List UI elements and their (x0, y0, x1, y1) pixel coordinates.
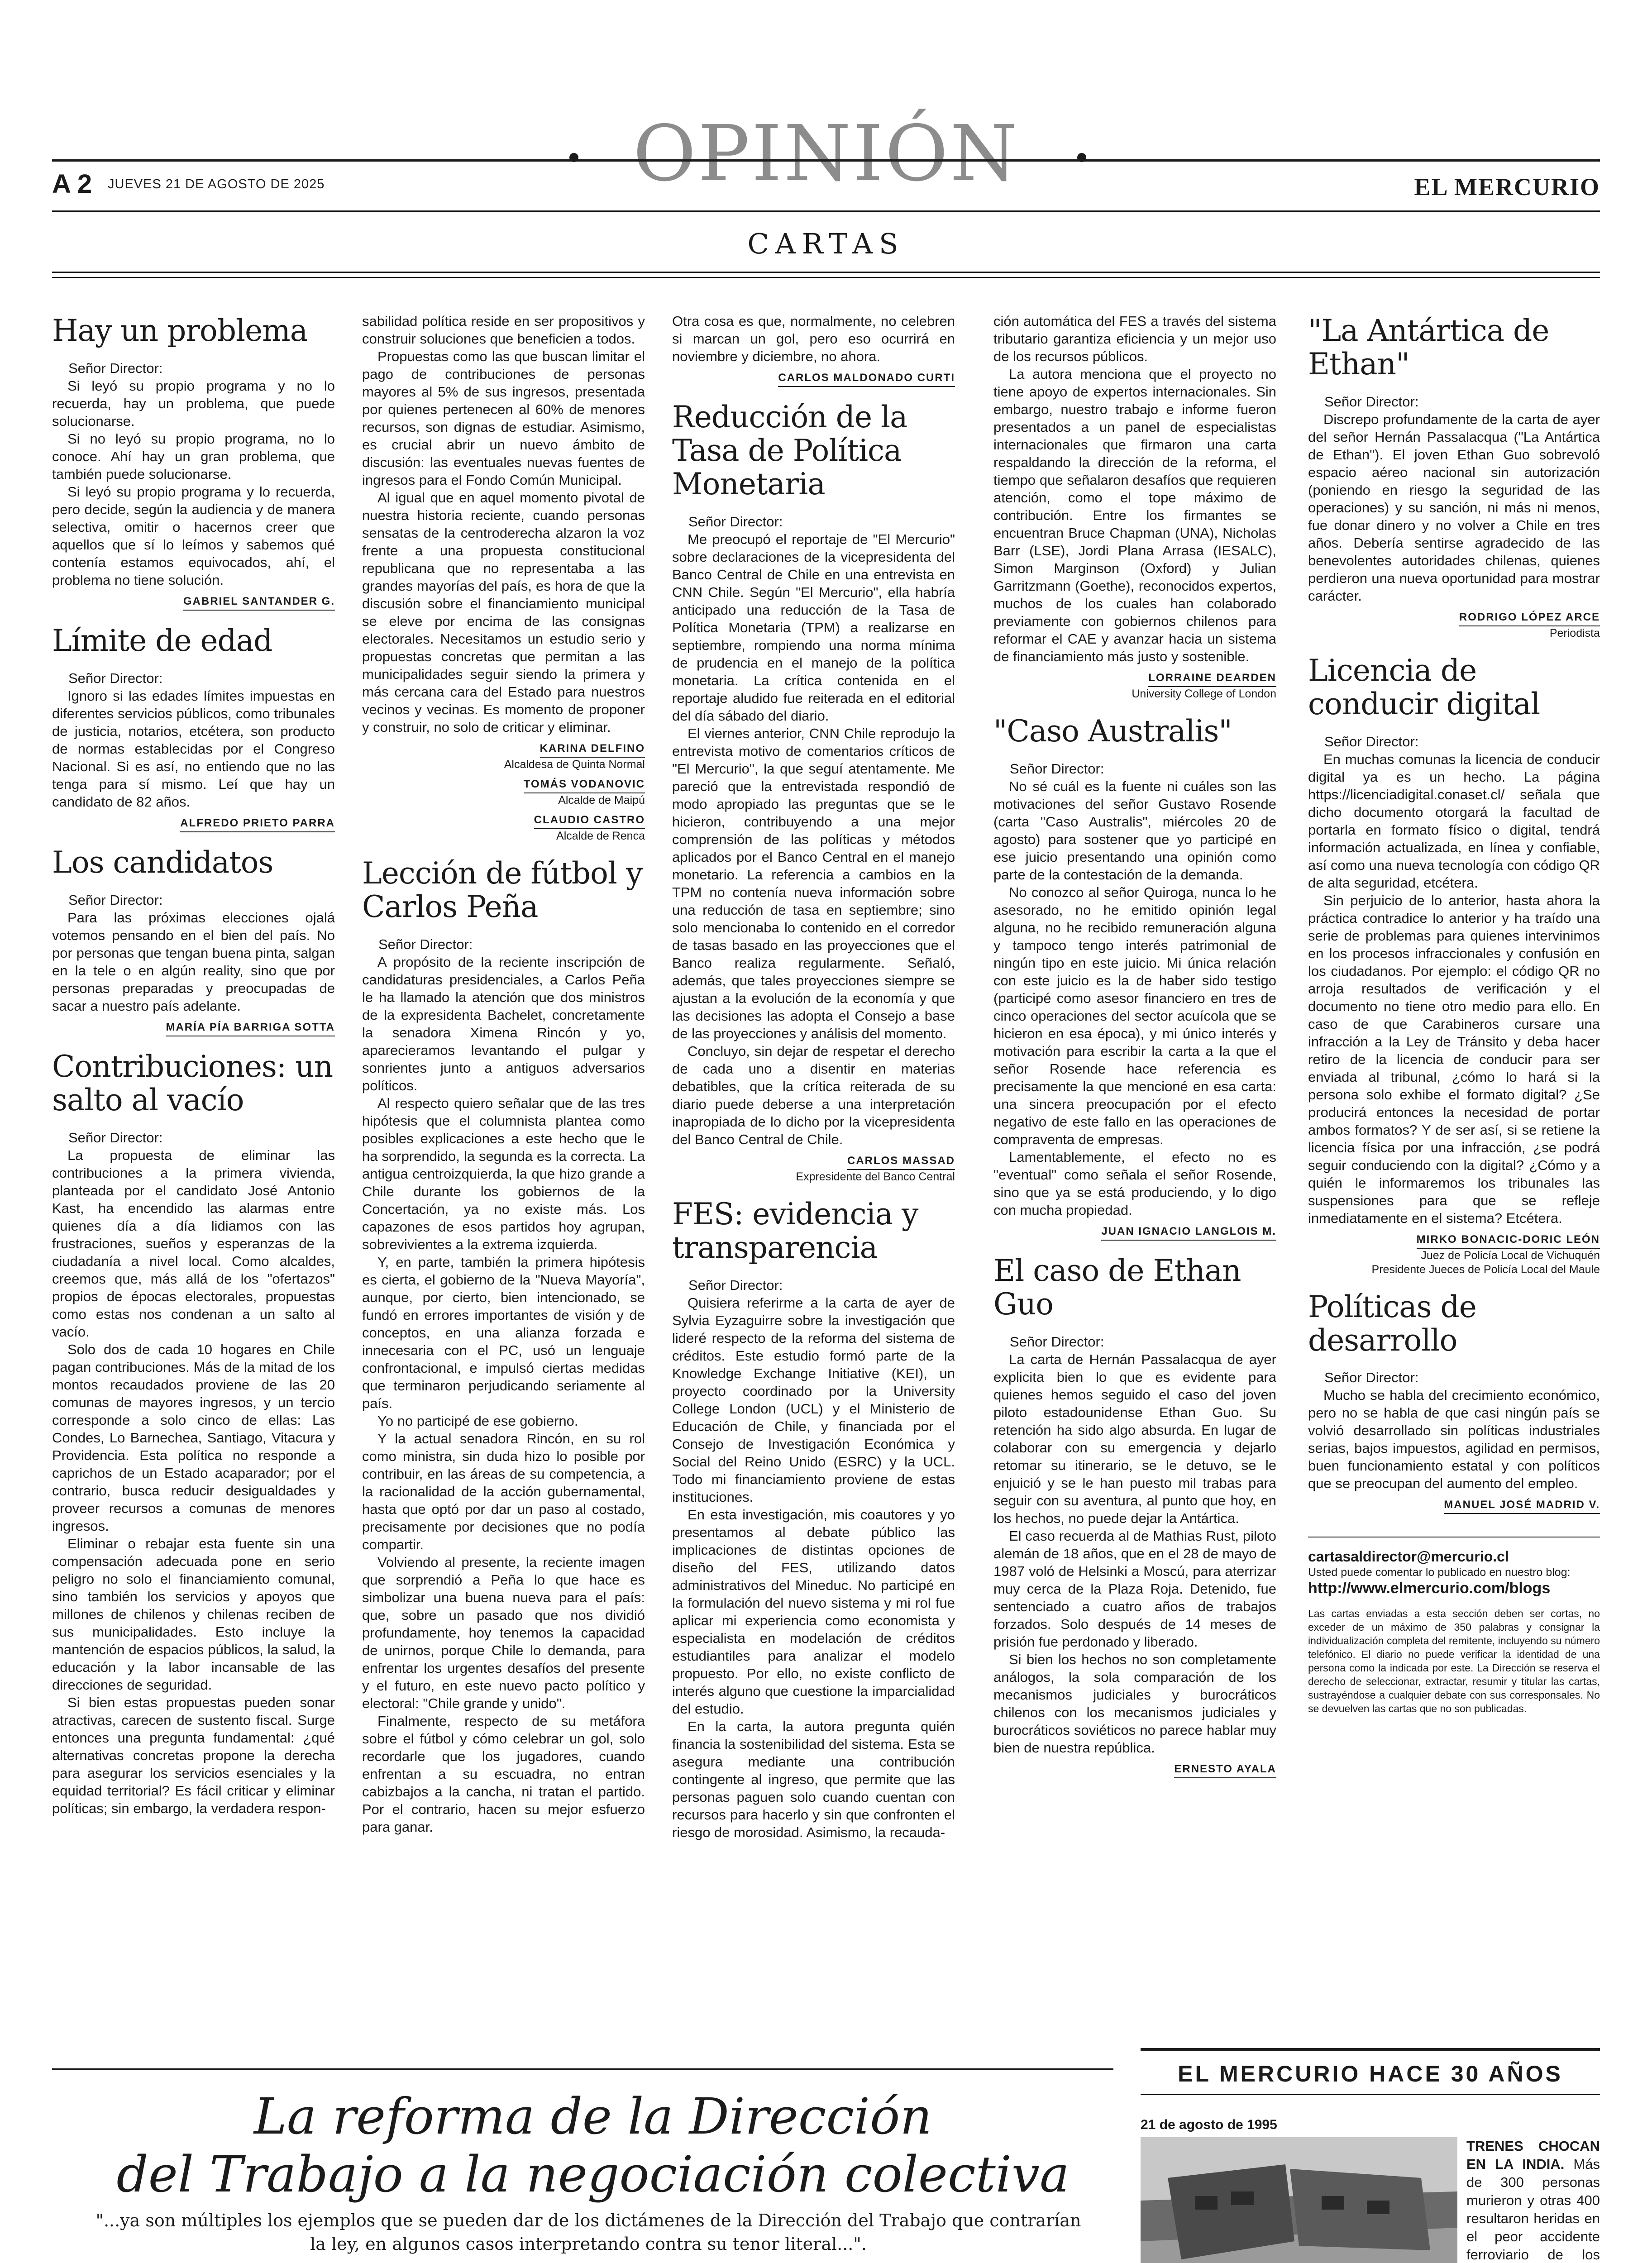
column-deck: "...ya son múltiples los ejemplos que se pueden dar de los dictámenes de la Dirección del Trabajo que contrarían la ley, en algunos casos interpretando contra su tenor literal...". (95, 2210, 1081, 2254)
letter-paragraph: Otra cosa es que, normalmente, no celebren si marcan un gol, pero eso ocurrirá en noviembre y diciembre, no ahora. (672, 313, 955, 364)
letter-salutation: Señor Director: (1010, 760, 1104, 777)
letter-body (362, 953, 645, 1836)
letter-salutation: Señor Director: (378, 936, 473, 952)
letter-body (52, 377, 335, 589)
letter (993, 715, 1276, 1241)
signature-name: CARLOS MALDONADO CURTI (778, 372, 955, 387)
signature-name: CARLOS MASSAD (847, 1155, 955, 1170)
contact-blog-link[interactable]: http://www.elmercurio.com/blogs (1308, 1580, 1551, 1597)
letter-paragraph: ción automática del FES a través del sistema tributario garantiza eficiencia y un mejor uso de los recursos públicos. (993, 313, 1276, 364)
letter-title: Licencia de conducir digital (1308, 653, 1540, 721)
letter-title: FES: evidencia y transparencia (672, 1196, 918, 1265)
letter-paragraph: La carta de Hernán Passalacqua de ayer explicita bien lo que es evidente para quienes hemos seguido el caso del joven piloto estadounidense Ethan Guo. Su retención ha sido algo absurda. En lugar de colaborar con su emergencia y dejarlo retomar su itinerario, se le detuvo, se le enjuició y se le han puesto mil trabas para seguir con su aventura, al punto que hoy, en los hechos, no puede dejar la Antártica. (993, 1351, 1276, 1526)
letter-paragraph: Quisiera referirme a la carta de ayer de Sylvia Eyzaguirre sobre la investigación que lideré respecto de la reforma del sistema de créditos. Este estudio formó parte de la Knowledge Exchange Initiative (KEI), un proyecto coordinado por la University College London (UCL) y el Ministerio de Educación de Chile, y financiada por el Consejo de Investigación Económica y Social del Reino Unido (ESRC) y la UCL. Todo mi financiamiento proviene de estas instituciones. (672, 1294, 955, 1505)
letter-paragraph: Ignoro si las edades límites impuestas en diferentes servicios públicos, como tribunales de justicia, notarios, etcétera, son producto de normas establecidas por el Congreso Nacional. Si es así, no entiendo que no las tenga para sí mismo. Leí que hay un candidato de 82 años. (52, 687, 335, 810)
letter-body (1308, 411, 1600, 605)
signature-name: MANUEL JOSÉ MADRID V. (1444, 1499, 1600, 1514)
header-rule (52, 210, 1600, 212)
letter (1308, 314, 1600, 640)
letter-signature (993, 1763, 1276, 1778)
letter-paragraph: Solo dos de cada 10 hogares en Chile pagan contribuciones. Más de la mitad de los montos recaudados proviene de las 20 comunas de mayores ingresos, y un tercio corresponde a solo cinco de ellas: Las Condes, Lo Barnechea, Santiago, Vitacura y Providencia. Esta política no responde a caprichos de un Estado acaparador; por el contrario, busca reducir desigualdades y proveer recursos a comunas de menores ingresos. (52, 1341, 335, 1534)
letter (362, 857, 645, 1836)
letter-salutation: Señor Director: (68, 892, 163, 908)
letter (993, 1254, 1276, 1778)
letter-body (52, 1146, 335, 1817)
contact-blog-text: Usted puede comentar lo publicado en nuestro blog: (1308, 1566, 1571, 1579)
letters-column-3 (672, 312, 955, 2055)
letter-paragraph: Y, en parte, también la primera hipótesis es cierta, el gobierno de la "Nueva Mayoría", aunque, por cierto, bien intencionado, se fundó en errores importantes de visión y de conceptos, en una alianza forzada e innecesaria con el PC, usó un lenguaje confrontacional, e impulsó ciertas medidas que terminaron perjudicando seriamente al país. (362, 1254, 645, 1411)
letters-column-4 (993, 312, 1276, 2055)
letters-column-2 (362, 312, 645, 2055)
letter-paragraph: El viernes anterior, CNN Chile reprodujo la entrevista motivo de comentarios críticos de "El Mercurio", la que seguí atentamente. Me pareció que la entrevistada respondió de modo apropiado las preguntas que se le hicieron, contribuyendo a una mejor comprensión de las políticas y métodos aplicados por el Banco Central en el manejo monetario. La referencia a cambios en la TPM no contenía nueva información sobre una reducción de tasa en septiembre; sino solo mencionaba lo contenido en el corredor de tasas basado en las proyecciones que el Banco realiza regularmente. Señaló, además, que tales proyecciones siempre se ajustan a la evolución de la economía y que las decisiones las adopta el Consejo a base de las proyecciones y análisis del momento. (672, 725, 955, 1041)
letter-body (52, 909, 335, 1015)
signature-name: TOMÁS VODANOVIC (524, 778, 645, 793)
letter-paragraph: Me preocupó el reportaje de "El Mercurio" sobre declaraciones de la vicepresidenta del Banco Central de Chile en una entrevista en CNN Chile. Según "El Mercurio", ella habría anticipado una reducción de la Tasa de Política Monetaria (TPM) a realizarse en septiembre, rompiendo una norma mínima de prudencia en el manejo de la política monetaria. La crítica contenida en el reportaje aludido fue reiterada en el editorial del día sábado del diario. (672, 531, 955, 724)
letter-signature (672, 1155, 955, 1170)
letter-paragraph: En la carta, la autora pregunta quién financia la sostenibilidad del sistema. Esta se asegura mediante una contribución contingente al ingreso, que permite que las personas paguen solo cuando cuentan con recursos para hacerlo y sin que confronten el riesgo de morosidad. Asimismo, la recauda- (672, 1718, 955, 1840)
letter (993, 312, 1276, 701)
letter-title: Contribuciones: un salto al vacío (52, 1049, 333, 1117)
letter (1308, 1290, 1600, 1514)
letter (672, 1198, 955, 1841)
letter-paragraph: Propuestas como las que buscan limitar el pago de contribuciones de personas mayores al 5% de sus ingresos, presentada por quienes pertenecen al 60% de menores recursos, son dignas de estudiar. Asimismo, es crucial abrir un nuevo ámbito de discusión: las eventuales nuevas fuentes de ingresos para el Fondo Común Municipal. (362, 349, 645, 488)
signature-role: Expresidente del Banco Central (796, 1170, 955, 1183)
letter-signature (1308, 1499, 1600, 1514)
letter-signature (1308, 1233, 1600, 1249)
signature-name: ALFREDO PRIETO PARRA (180, 817, 335, 832)
signature-name: RODRIGO LÓPEZ ARCE (1459, 611, 1600, 626)
letters-column-1 (52, 312, 335, 2055)
letter-paragraph: Si bien estas propuestas pueden sonar atractivas, carecen de sustento fiscal. Surge entonces una pregunta fundamental: ¿qué alternativas concretas propone la derecha para asegurar los servicios esenciales y la equidad territorial? Es fácil criticar y eliminar políticas; sin embargo, la verdadera respon- (52, 1694, 335, 1816)
letter-title: "Caso Australis" (993, 714, 1232, 749)
letter-paragraph: A propósito de la reciente inscripción de candidaturas presidenciales, a Carlos Peña le ha llamado la atención que dos ministros de la expresidenta Bachelet, concretamente la senadora Ximena Rincón y yo, aparecieramos levantando el pulgar y sonrientes junto a antiguos adversarios políticos. (362, 954, 645, 1093)
header-dot (1077, 153, 1086, 162)
letter-body (672, 1294, 955, 1841)
story-trains-text-a: Más de 300 personas murieron y otras 400 resultaron heridas en el peor accidente ferroviario de los (1466, 2156, 1600, 2263)
letter-paragraph: No conozco al señor Quiroga, nunca lo he asesorado, no he emitido opinión legal alguna, no he recibido remuneración alguna y tampoco tengo interés patrimonial de ningún tipo en este juicio. Mi única relación con este juicio es la de haber sido testigo (participé como asesor financiero en tres de cinco operaciones del sector acuícola que se hicieron en esa época), y mi único interés y motivación para escribir la carta a la que el señor Rosende hace referencia es precisamente la que mencioné en esa carta: una sincera preocupación por el efecto negativo de este fallo en las operaciones de compraventa de empresas. (993, 884, 1276, 1147)
letter-signature (362, 742, 645, 758)
signature-role: Periodista (1549, 626, 1600, 640)
signature-role: Presidente Jueces de Policía Local del Maule (1371, 1263, 1600, 1276)
letter-signature (52, 595, 335, 611)
letter-salutation: Señor Director: (688, 513, 783, 530)
letter-paragraph: Eliminar o rebajar esta fuente sin una compensación adecuada pone en serio peligro no solo el financiamiento comunal, sino también los servicios y apoyos que millones de chilenos y chilenas reciben de sus municipalidades. Esto incluye la mantención de espacios públicos, la salud, la educación y la labor incansable de las direcciones de seguridad. (52, 1535, 335, 1693)
letter-salutation: Señor Director: (68, 1129, 163, 1146)
letter-paragraph: Lamentablemente, el efecto no es "eventual" como señala el señor Rosende, sino que ya se está produciendo, y lo digo con mucha propiedad. (993, 1149, 1276, 1218)
signature-role: Alcaldesa de Quinta Normal (504, 758, 645, 771)
letter-paragraph: Y la actual senadora Rincón, en su rol como ministra, sin duda hizo lo posible por contribuir, en las áreas de su competencia, a la racionalidad de la acción gubernamental, hasta que optó por dar un paso al costado, precisamente por decisiones que no podía compartir. (362, 1430, 645, 1552)
letter-salutation: Señor Director: (1324, 393, 1419, 410)
signature-name: ERNESTO AYALA (1174, 1763, 1276, 1778)
letter (672, 312, 955, 387)
letter-paragraph: En esta investigación, mis coautores y yo presentamos al debate público las implicaciones de distintas opciones de diseño del FES, utilizando datos administrativos del Mineduc. No participé en la formulación del nuevo sistema y mi rol fue aplicar mi experiencia como economista y especialista en modelación de créditos estudiantiles para analizar el modelo propuesto. Por ello, no existe conflicto de interés alguno que cuestione la imparcialidad del estudio. (672, 1506, 955, 1717)
page-date: JUEVES 21 DE AGOSTO DE 2025 (108, 177, 325, 191)
letter-body (1308, 1386, 1600, 1492)
header-rule (52, 277, 1600, 278)
letter-paragraph: Si no leyó su propio programa, no lo conoce. Ahí hay un gran problema, que también puede solucionarse. (52, 430, 335, 482)
letter-paragraph: Volviendo al presente, la reciente imagen que sorprendió a Peña lo que hace es simbolizar una buena nueva para el país: que, sobre un pasado que nos dividió profundamente, hoy tenemos la capacidad de unirnos, porque Chile lo demanda, para enfrentar los urgentes desafíos del presente y el futuro, en este nuevo pacto político y electoral: "Chile grande y unido". (362, 1554, 645, 1711)
signature-name: KARINA DELFINO (540, 742, 645, 758)
letter-body (993, 1351, 1276, 1757)
subsection-title: CARTAS (747, 227, 905, 260)
letter-paragraph: Sin perjuicio de lo anterior, hasta ahora la práctica contradice lo anterior y ha traído una serie de problemas para quienes intervinimos en los procesos infraccionales y confusión en los ciudadanos. Por ejemplo: el código QR no arroja resultados de verificación y el documento no tiene otro medio para ello. En caso de que Carabineros cursare una infracción a la Ley de Tránsito y deba hacer retiro de la licencia de conducir para ser enviada al tribunal, ¿cómo lo hará si la persona solo exhibe el formato digital? ¿Se producirá entonces la necesidad de portar ambos formatos? Y de ser así, si se retiene la licencia física por una infracción, ¿se podrá seguir conduciendo con la digital? ¿Cómo y a quién le informaremos los tribunales las suspensiones para que se refleje inmediatamente en el sistema? Etcétera. (1308, 892, 1600, 1226)
story-trains-intro (1466, 2137, 1600, 2263)
letter-signature (993, 1225, 1276, 1241)
sidebar-heading: EL MERCURIO HACE 30 AÑOS (1141, 2048, 1600, 2095)
signature-role: Alcalde de Maipú (558, 794, 645, 807)
letter-paragraph: sabilidad política reside en ser propositivos y construir soluciones que beneficien a todos. (362, 313, 645, 347)
letter-title: El caso de Ethan Guo (993, 1253, 1241, 1322)
header-dot (569, 153, 578, 162)
letter-paragraph: La propuesta de eliminar las contribuciones a la primera vivienda, planteada por el candidato José Antonio Kast, ha encendido las alarmas entre quienes día a día lidiamos con las frustraciones, sueños y esperanzas de la ciudadanía a nivel local. Como alcaldes, creemos que, más allá de los "ofertazos" propios de épocas electorales, propuestas como estas nos condenan a un salto al vacío. (52, 1147, 335, 1340)
section-rule (52, 2068, 1113, 2070)
signature-name: GABRIEL SANTANDER G. (183, 595, 335, 611)
sidebar-date: 21 de agosto de 1995 (1141, 2117, 1277, 2132)
letter-paragraph: Al igual que en aquel momento pivotal de nuestra historia reciente, cuando personas sensatas de la centroderecha alzaron la voz frente a una propuesta constitucional republicana que no representaba a las grandes mayorías del país, es hora de que la discusión sobre el financiamiento municipal se eleve por encima de las consignas electorales. Necesitamos un estudio serio y propuestas concretas que permitan a las municipalidades seguir siendo la primera y más cercana cara del Estado para nuestros vecinos y vecinas. Es momento de proponer y construir, no solo de criticar y eliminar. (362, 490, 645, 735)
page-number: A 2 (52, 169, 92, 199)
letter-salutation: Señor Director: (1010, 1333, 1104, 1350)
letter-paragraph: Mucho se habla del crecimiento económico, pero no se habla de que casi ningún país se volvió desarrollado sin políticas industriales serias, bajos impuestos, agilidad en permisos, buen funcionamiento estatal y con políticos que se preocupan del aumento del empleo. (1308, 1387, 1600, 1492)
letter-salutation: Señor Director: (688, 1277, 783, 1293)
letter-title: Políticas de desarrollo (1308, 1289, 1476, 1358)
signature-name: CLAUDIO CASTRO (534, 814, 645, 829)
letter-paragraph: Al respecto quiero señalar que de las tres hipótesis que el columnista plantea como posibles explicaciones a este hecho que le ha sorprendido, la segunda es la correcta. La antigua centroizquierda, la que hizo grande a Chile durante los gobiernos de la Concertación, ya no existe más. Los capazones de esos partidos hoy agrupan, sobrevivientes a la extrema izquierda. (362, 1095, 645, 1252)
letter-body (993, 312, 1276, 665)
letter (672, 401, 955, 1184)
letter-title: Hay un problema (52, 313, 308, 348)
letter-salutation: Señor Director: (1324, 733, 1419, 750)
letter-paragraph: Para las próximas elecciones ojalá votemos pensando en el bien del país. No por personas que tengan buena pinta, salgan en la tele o en algún reality, sino que por personas preparadas y preocupadas de sacar a nuestro país adelante. (52, 909, 335, 1014)
letters-column-5 (1308, 312, 1600, 2055)
headline-line-2: del Trabajo a la negociación colectiva (116, 2145, 1070, 2203)
masthead: EL MERCURIO (1414, 173, 1600, 201)
letter-title: Límite de edad (52, 623, 272, 658)
headline-line-1: La reforma de la Dirección (253, 2087, 932, 2145)
letter-signature (993, 672, 1276, 687)
letter-paragraph: Yo no participé de ese gobierno. (377, 1413, 578, 1429)
letter-paragraph: Si bien los hechos no son completamente análogos, la sola comparación de los mecanismos judiciales y burocráticos chilenos con los mecanismos judiciales y burocráticos soviéticos no parece hablar muy bien de nuestra república. (993, 1651, 1276, 1756)
signature-role: University College of London (1132, 687, 1276, 700)
letter-body (672, 312, 955, 365)
letter-title: "La Antártica de Ethan" (1308, 313, 1549, 382)
section-title: OPINIÓN (0, 115, 1652, 192)
letter-paragraph: La autora menciona que el proyecto no tiene apoyo de expertos internacionales. Sin embargo, nuestro trabajo e informe fueron presentados a un panel de especialistas internacionales que firmaron una carta respaldando la dirección de la reforma, el tiempo que señalaron desafíos que requieren atención, como el tope máximo de contribución. Entre los firmantes se encuentran Bruce Chapman (UNA), Nicholas Barr (LSE), Jordi Plana Arrasa (IESALC), Simon Marginson (Oxford) y Julian Garritzmann (Goethe), reconocidos expertos, muchos de los cuales han colaborado previamente con gobiernos chilenos para reformar el CAE y avanzar hacia un sistema de financiamiento más justo y sostenible. (993, 366, 1276, 664)
letter (52, 846, 335, 1036)
letter-signature (52, 1021, 335, 1036)
letter-body (362, 312, 645, 736)
letter (52, 314, 335, 611)
letter-signature (52, 817, 335, 832)
letter (52, 1050, 335, 1817)
letter-paragraph: Si leyó su propio programa y no lo recuerda, hay un problema, que puede solucionarse. (52, 377, 335, 429)
contact-email[interactable]: cartasaldirector@mercurio.cl (1308, 1548, 1509, 1565)
letter-salutation: Señor Director: (1324, 1370, 1419, 1386)
letter-paragraph: Finalmente, respecto de su metáfora sobre el fútbol y cómo celebrar un gol, solo recordarle que los jugadores, cuando enfrentan a su escuadra, no entran cabizbajos a la cancha, ni tratan el partido. Por el contrario, hacen su mejor esfuerzo para ganar. (362, 1713, 645, 1835)
signature-name: MIRKO BONACIC-DORIC LEÓN (1417, 1233, 1600, 1249)
train-crash-photo (1141, 2137, 1457, 2263)
letter (1308, 654, 1600, 1277)
story-trains-heading: TRENES CHOCAN EN LA INDIA. (1466, 2138, 1600, 2172)
letter-salutation: Señor Director: (68, 360, 163, 376)
letter-paragraph: No sé cuál es la fuente ni cuáles son las motivaciones del señor Gustavo Rosende (carta "Caso Australis", miércoles 20 de agosto) para sostener que yo participé en ese juicio presentando una opinión como parte de la contestación de la demanda. (993, 778, 1276, 883)
header-rule (52, 159, 1600, 162)
contact-rules: Las cartas enviadas a esta sección deben ser cortas, no exceder de un máximo de 350 palabras y consignar la individualización completa del remitente, incluyendo su número telefónico. El diario no puede verificar la identidad de una persona como la indicada por este. La Dirección se reserva el derecho de seleccionar, extractar, resumir y titular las cartas, sustrayéndose a cualquier debate con sus corresponsales. No se devuelven las cartas que no son publicadas. (1308, 1602, 1600, 1715)
letter-paragraph: Discrepo profundamente de la carta de ayer del señor Hernán Passalacqua ("La Antártica de Ethan"). El joven Ethan Guo sobrevoló espacio aéreo nacional sin autorización (poniendo en riesgo la seguridad de las operaciones) y su sanción, ni más ni menos, fue donar dinero y no volver a Chile en tres años. Debería sentirse agradecido de las benevolentes autoridades chilenas, quienes perdieron una nueva oportunidad para mostrar carácter. (1308, 411, 1600, 604)
letter-body (1308, 750, 1600, 1227)
letter-paragraph: El caso recuerda al de Mathias Rust, piloto alemán de 18 años, que en el 28 de mayo de 1987 voló de Helsinki a Moscú, para aterrizar muy cerca de la Plaza Roja. Detenido, fue sentenciado a cuatro años de trabajos forzados. Solo después de 14 meses de prisión fue perdonado y liberado. (993, 1528, 1276, 1650)
letter-paragraph: Concluyo, sin dejar de respetar el derecho de cada uno a disentir en materias debatibles, que la crítica reiterada de su diario puede deberse a una interpretación inapropiada de lo dicho por la vicepresidenta del Banco Central de Chile. (672, 1043, 955, 1147)
letter-signature (362, 814, 645, 829)
letter-body (52, 687, 335, 811)
letter-title: Lección de fútbol y Carlos Peña (362, 856, 643, 924)
header-rule (52, 272, 1600, 273)
signature-role: Juez de Policía Local de Vichuquén (1421, 1249, 1600, 1262)
column-headline (91, 2087, 1095, 2203)
contact-box (1308, 1537, 1600, 1715)
letter-body (672, 530, 955, 1148)
letter (362, 312, 645, 843)
letter-paragraph: Si leyó su propio programa y lo recuerda, pero decide, según la audiencia y de manera selectiva, omitir o hacernos creer que aquellos que sí lo leímos y sabemos qué contenía estamos equivocados, ahí, el problema no tiene solución. (52, 483, 335, 588)
letter (52, 624, 335, 832)
letter-signature (1308, 611, 1600, 626)
letter-signature (362, 778, 645, 793)
letter-title: Los candidatos (52, 845, 273, 880)
letter-paragraph: En muchas comunas la licencia de conducir digital ya es un hecho. La página https://licenciadigital.conaset.cl/ señala que dicho documento otorgará la facultad de portarla en formato físico o digital, tendrá información actualizada, en línea y confiable, así como una nueva tecnología con código QR de alta seguridad, etcétera. (1308, 751, 1600, 891)
signature-name: LORRAINE DEARDEN (1148, 672, 1276, 687)
letter-salutation: Señor Director: (68, 670, 163, 686)
signature-name: MARÍA PÍA BARRIGA SOTTA (166, 1021, 335, 1036)
letter-title: Reducción de la Tasa de Política Monetaria (672, 400, 907, 501)
signature-role: Alcalde de Renca (556, 830, 645, 842)
letter-signature (672, 372, 955, 387)
letter-body (993, 778, 1276, 1219)
signature-name: JUAN IGNACIO LANGLOIS M. (1101, 1225, 1276, 1241)
